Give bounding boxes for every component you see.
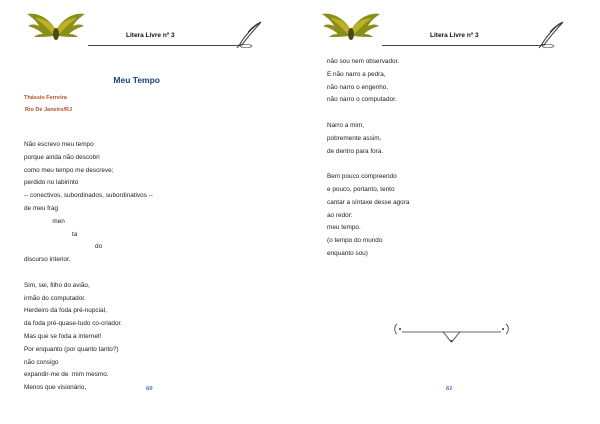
page-number: 60 xyxy=(146,385,153,392)
poem-line: como meu tempo me descreve; xyxy=(24,166,114,174)
page-header xyxy=(300,10,600,46)
poem-line: da foda pré-quase-tudo co-criador. xyxy=(24,320,123,328)
right-page xyxy=(300,0,600,424)
poem-line: enquanto sou) xyxy=(327,249,368,257)
poem-line: pobremente assim, xyxy=(327,134,382,142)
poem-line: não narro o computador. xyxy=(327,96,397,104)
poem-line: de meu frag xyxy=(24,204,59,212)
poem-line: E não narro a pedra, xyxy=(327,70,386,78)
wings-logo-icon xyxy=(320,10,382,46)
poem-line: (o tempo do mundo xyxy=(327,237,383,245)
poem-line: e pouco, portanto, tento xyxy=(327,185,395,193)
poem-line: não narro o engenho, xyxy=(327,83,389,91)
author-city: Rio De Janeiro/RJ xyxy=(25,107,73,113)
poem-line: Menos que visionário, xyxy=(24,384,87,392)
poem-line: irmão do computador. xyxy=(24,294,86,302)
poem-lines-right xyxy=(327,56,567,261)
poem-line: expandir-me de mim mesmo. xyxy=(24,371,109,379)
poem-line: Herdeiro da foda pré-nupcial, xyxy=(24,307,107,315)
poem-line: ta xyxy=(24,230,78,238)
poem-line: Mas que se foda a internet! xyxy=(24,332,102,340)
poem-line: do xyxy=(24,243,103,251)
poem-line: Não escrevo meu tempo xyxy=(24,141,94,148)
poem-line: cantar a síntaxe desse agora xyxy=(327,198,410,206)
poem-line: não consigo xyxy=(24,358,59,366)
poem-line xyxy=(24,267,264,280)
poem-line: porque ainda não descobri xyxy=(24,153,100,161)
ornament-divider-icon xyxy=(393,320,510,344)
poem-line: meu tempo. xyxy=(327,224,361,232)
poem-line xyxy=(327,107,567,120)
poem-line: perdido no labirinto xyxy=(24,179,79,187)
poem-line: Narro a mim, xyxy=(327,121,364,129)
poem-title: Meu Tempo xyxy=(113,75,160,85)
header-rule xyxy=(382,45,542,46)
poem-line: men xyxy=(24,217,65,225)
header-rule xyxy=(88,45,240,46)
quill-pen-icon xyxy=(536,20,566,50)
poem-line: de dentro para fora. xyxy=(327,147,384,155)
magazine-title: Litera Livre nº 3 xyxy=(430,32,479,39)
poem-line: Sim, sei, filho do avião, xyxy=(24,281,90,289)
poem-line: ao redor: xyxy=(327,211,353,219)
poem-lines-left xyxy=(24,139,264,395)
page-number: 61 xyxy=(446,385,453,392)
poem-line: não sou nem observador. xyxy=(327,58,400,65)
magazine-title: Litera Livre nº 3 xyxy=(126,32,175,39)
poem-line: -- conectivos, subordinados, subordinativos -- xyxy=(24,192,153,200)
poem-line: discurso interior. xyxy=(24,256,71,264)
quill-pen-icon xyxy=(234,20,264,50)
author-name: Thássio Ferreira xyxy=(24,95,67,101)
poem-line: Bem pouco compreendo xyxy=(327,173,397,181)
poem-line: Por enquanto (por quanto tanto?) xyxy=(24,345,119,353)
page-header xyxy=(0,10,300,46)
wings-logo-icon xyxy=(25,10,87,46)
poem-title-row xyxy=(0,70,300,88)
poem-line xyxy=(327,158,567,171)
